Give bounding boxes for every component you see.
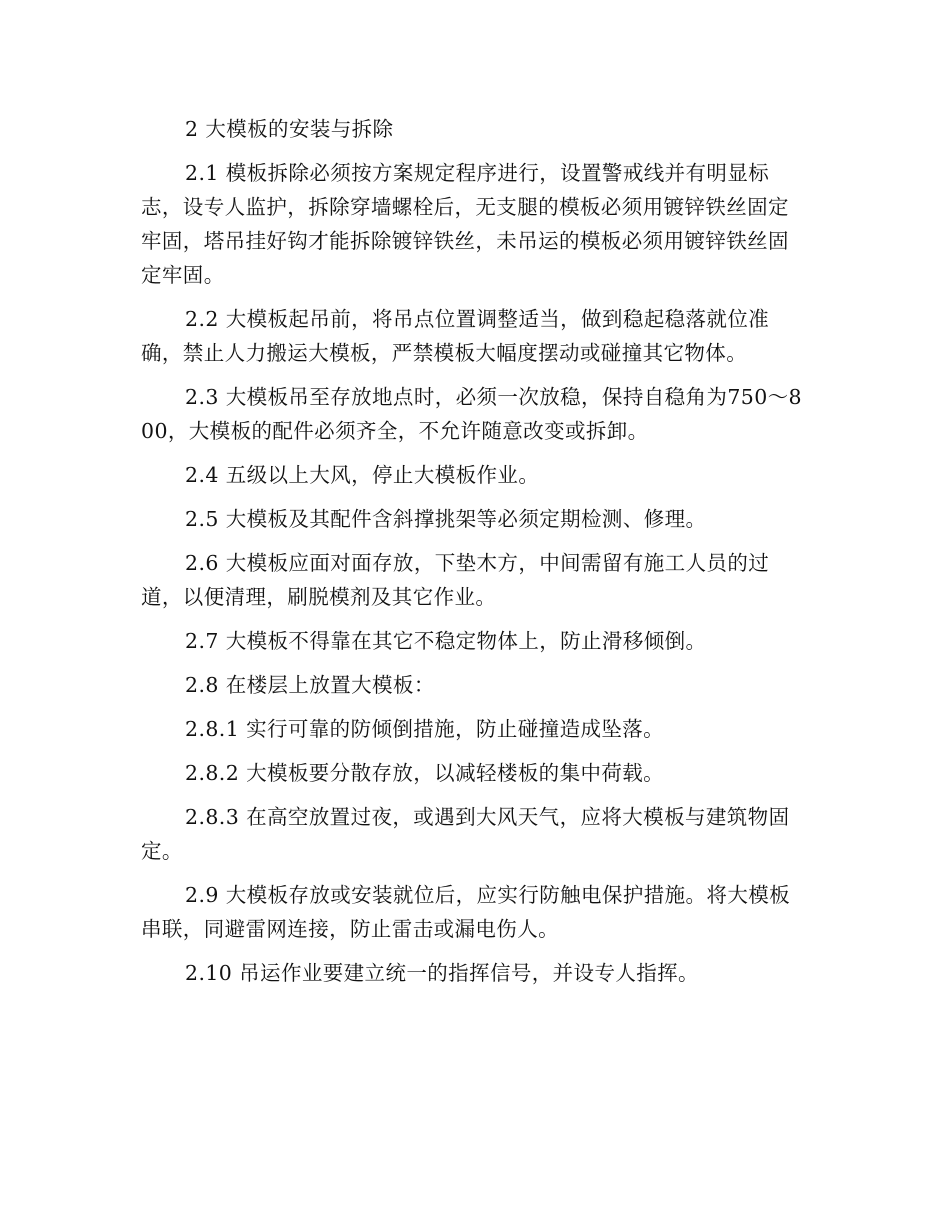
paragraph-2-3: 2.3 大模板吊至存放地点时，必须一次放稳，保持自稳角为750～800，大模板的配件必须齐全，不允许随意改变或拆卸。 — [141, 385, 802, 443]
paragraph-2-9: 2.9 大模板存放或安装就位后，应实行防触电保护措施。将大模板串联，同避雷网连接，防止雷击或漏电伤人。 — [141, 883, 791, 941]
paragraph-2-7: 2.7 大模板不得靠在其它不稳定物体上，防止滑移倾倒。 — [185, 629, 707, 653]
section-heading: 2 大模板的安装与拆除 — [185, 117, 394, 141]
paragraph-2-8-3: 2.8.3 在高空放置过夜，或遇到大风天气，应将大模板与建筑物固定。 — [141, 805, 790, 863]
paragraph-2-8-2: 2.8.2 大模板要分散存放，以减轻楼板的集中荷载。 — [185, 761, 665, 785]
paragraph-2-10: 2.10 吊运作业要建立统一的指挥信号，并设专人指挥。 — [185, 961, 699, 985]
paragraph-2-5: 2.5 大模板及其配件含斜撑挑架等必须定期检测、修理。 — [185, 507, 707, 531]
paragraph-2-4: 2.4 五级以上大风，停止大模板作业。 — [185, 463, 540, 487]
paragraph-2-8: 2.8 在楼层上放置大模板： — [185, 673, 435, 697]
paragraph-2-1: 2.1 模板拆除必须按方案规定程序进行，设置警戒线并有明显标志，设专人监护，拆除穿墙螺栓后，无支腿的模板必须用镀锌铁丝固定牢固，塔吊挂好钩才能拆除镀锌铁丝，未吊运的模板必须用镀锌铁丝固定牢固。 — [141, 161, 789, 287]
paragraph-2-8-1: 2.8.1 实行可靠的防倾倒措施，防止碰撞造成坠落。 — [185, 717, 665, 741]
paragraph-2-2: 2.2 大模板起吊前，将吊点位置调整适当，做到稳起稳落就位准确，禁止人力搬运大模板，严禁模板大幅度摆动或碰撞其它物体。 — [141, 307, 770, 365]
paragraph-2-6: 2.6 大模板应面对面存放，下垫木方，中间需留有施工人员的过道，以便清理，刷脱模剂及其它作业。 — [141, 551, 770, 609]
document-body — [141, 112, 806, 1000]
